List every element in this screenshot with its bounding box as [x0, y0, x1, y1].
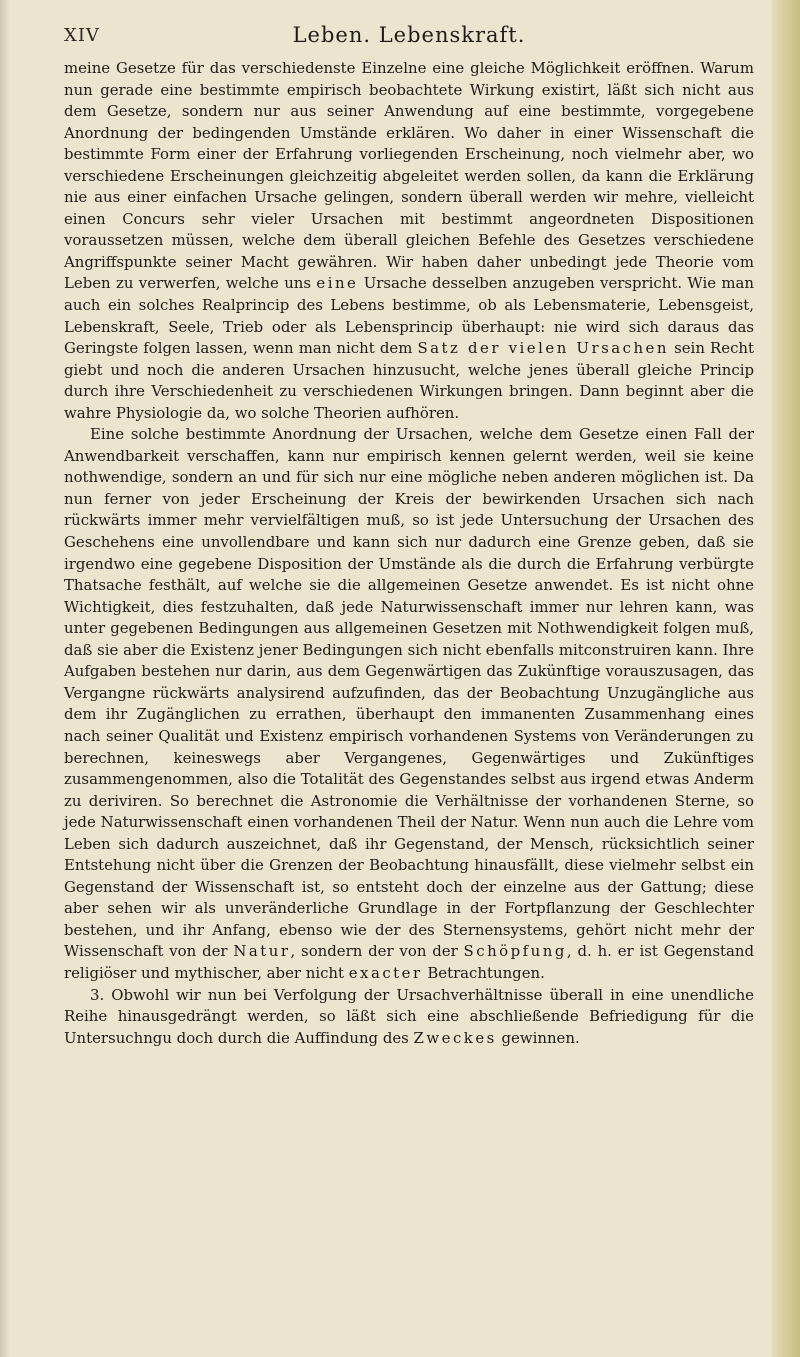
text-run: Betrachtungen. [422, 963, 545, 982]
text-run: meine Gesetze für das verschiedenste Einzelne eine gleiche Möglichkeit eröffnen. Warum nun gerade eine bestimmte empirisch beobachtete Wirkung existirt, läßt sich nicht aus dem Gesetze, sondern nur aus seiner Anwendung auf eine bestimmte, vorgegebene Anordnung der bedingenden Umstände erklären. Wo daher in einer Wissenschaft die bestimmte Form einer der Erfahrung vorliegenden Erscheinung, noch vielmehr aber, wo verschiedene Erscheinungen gleichzeitig abgeleitet werden sollen, da kann die Erklärung nie aus einer einfachen Ursache gelingen, sondern überall werden wir mehre, vielleicht einen Concurs sehr vieler Ursachen mit bestimmt angeordneten Dispositionen voraussetzen müssen, welche dem überall gleichen Befehle des Gesetzes verschiedene Angriffspunkte seiner Macht gewähren. Wir haben daher unbedingt jede Theorie vom Leben zu verwerfen, welche uns [64, 59, 754, 293]
text-run: gewinnen. [496, 1028, 580, 1047]
emphasized-text: eine [316, 274, 359, 293]
page-edge [772, 0, 800, 1357]
paragraph [64, 424, 754, 984]
paragraph [64, 985, 754, 1050]
text-run: Eine solche bestimmte Anordnung der Ursachen, welche dem Gesetze einen Fall der Anwendbarkeit verschaffen, kann nur empirisch kennen gelernt werden, weil sie keine nothwendige, sondern an und für sich nur eine mögliche neben anderen möglichen ist. Da nun ferner von jeder Erscheinung der Kreis der bewirkenden Ursachen sich nach rückwärts immer mehr vervielfältigen muß, so ist jede Untersuchung der Ursachen des Geschehens eine unvollendbare und kann sich nur dadurch eine Grenze geben, daß sie irgendwo eine gegebene Disposition der Umstände als die durch die Erfahrung verbürgte Thatsache festhält, auf welche sie die allgemeinen Gesetze anwendet. Es ist nicht ohne Wichtigkeit, dies festzuhalten, daß jede Naturwissenschaft immer nur lehren kann, was unter gegebenen Bedingungen aus allgemeinen Gesetzen mit Nothwendigkeit folgen muß, daß sie aber die Existenz jener Bedingungen sich nicht ebenfalls mitconstruiren kann. Ihre Aufgaben bestehen nur darin, aus dem Gegenwärtigen das Zukünftige vorauszusagen, das Vergangne rückwärts analysirend aufzufinden, das der Beobachtung Unzugängliche aus dem ihr Zugänglichen zu errathen, überhaupt den immanenten Zusammenhang eines nach seiner Qualität und Existenz empirisch vorhandenen Systems von Veränderungen zu berechnen, keineswegs aber Vergangenes, Gegenwärtiges und Zukünftiges zusammengenommen, also die Totalität des Gegenstandes selbst aus irgend etwas Anderm zu deriviren. So berechnet die Astronomie die Verhältnisse der vorhandenen Sterne, so jede Naturwissenschaft einen vorhandenen Theil der Natur. Wenn nun auch die Lehre vom Leben sich dadurch auszeichnet, daß ihr Gegenstand, der Mensch, rücksichtlich seiner Entstehung nicht über die Grenzen der Beobachtung hinausfällt, diese vielmehr selbst ein Gegenstand der Wissenschaft ist, so entsteht doch der einzelne aus der Gattung; diese aber sehen wir als unveränderliche Grundlage in der Fortpflanzung der Geschlechter bestehen, und ihr Anfang, ebenso wie der des Sternensystems, gehört nicht mehr der Wissenschaft von der [64, 425, 754, 961]
emphasized-text: Zweckes [413, 1028, 497, 1047]
emphasized-text: Schöpfung [463, 942, 567, 961]
text-run: , d. h. er ist Gegenstand religiöser und mythischer, aber nicht [64, 942, 754, 982]
emphasized-text: Satz der vielen Ursachen [417, 339, 669, 358]
page-header [64, 18, 754, 52]
text-run: , sondern der von der [290, 942, 464, 961]
text-run: sein Recht giebt und noch die anderen Ursachen hinzusucht, welche jenes überall gleiche Princip durch ihre Verschiedenheit zu verschiedenen Wirkungen bringen. Dann beginnt aber die wahre Physiologie da, wo solche Theorien aufhören. [64, 339, 754, 422]
emphasized-text: Natur [233, 942, 291, 961]
body-text [64, 58, 754, 1049]
page-number: XIV [64, 24, 100, 46]
text-run: 3. Obwohl wir nun bei Verfolgung der Ursachverhältnisse überall in eine unendliche Reihe hinausgedrängt werden, so läßt sich eine abschließende Befriedigung für die Untersuchngu doch durch die Auffindung des [64, 985, 754, 1047]
page-gutter-shadow [0, 0, 10, 1357]
running-head: Leben. Lebenskraft. [292, 23, 526, 47]
paragraph [64, 58, 754, 424]
emphasized-text: exacter [348, 963, 423, 982]
text-run: Ursache desselben anzugeben verspricht. Wie man auch ein solches Realprincip des Lebens bestimme, ob als Lebensmaterie, Lebensgeist, Lebenskraft, Seele, Trieb oder als Lebensprincip überhaupt: nie wird sich daraus das Geringste folgen lassen, wenn man nicht dem [64, 274, 754, 358]
